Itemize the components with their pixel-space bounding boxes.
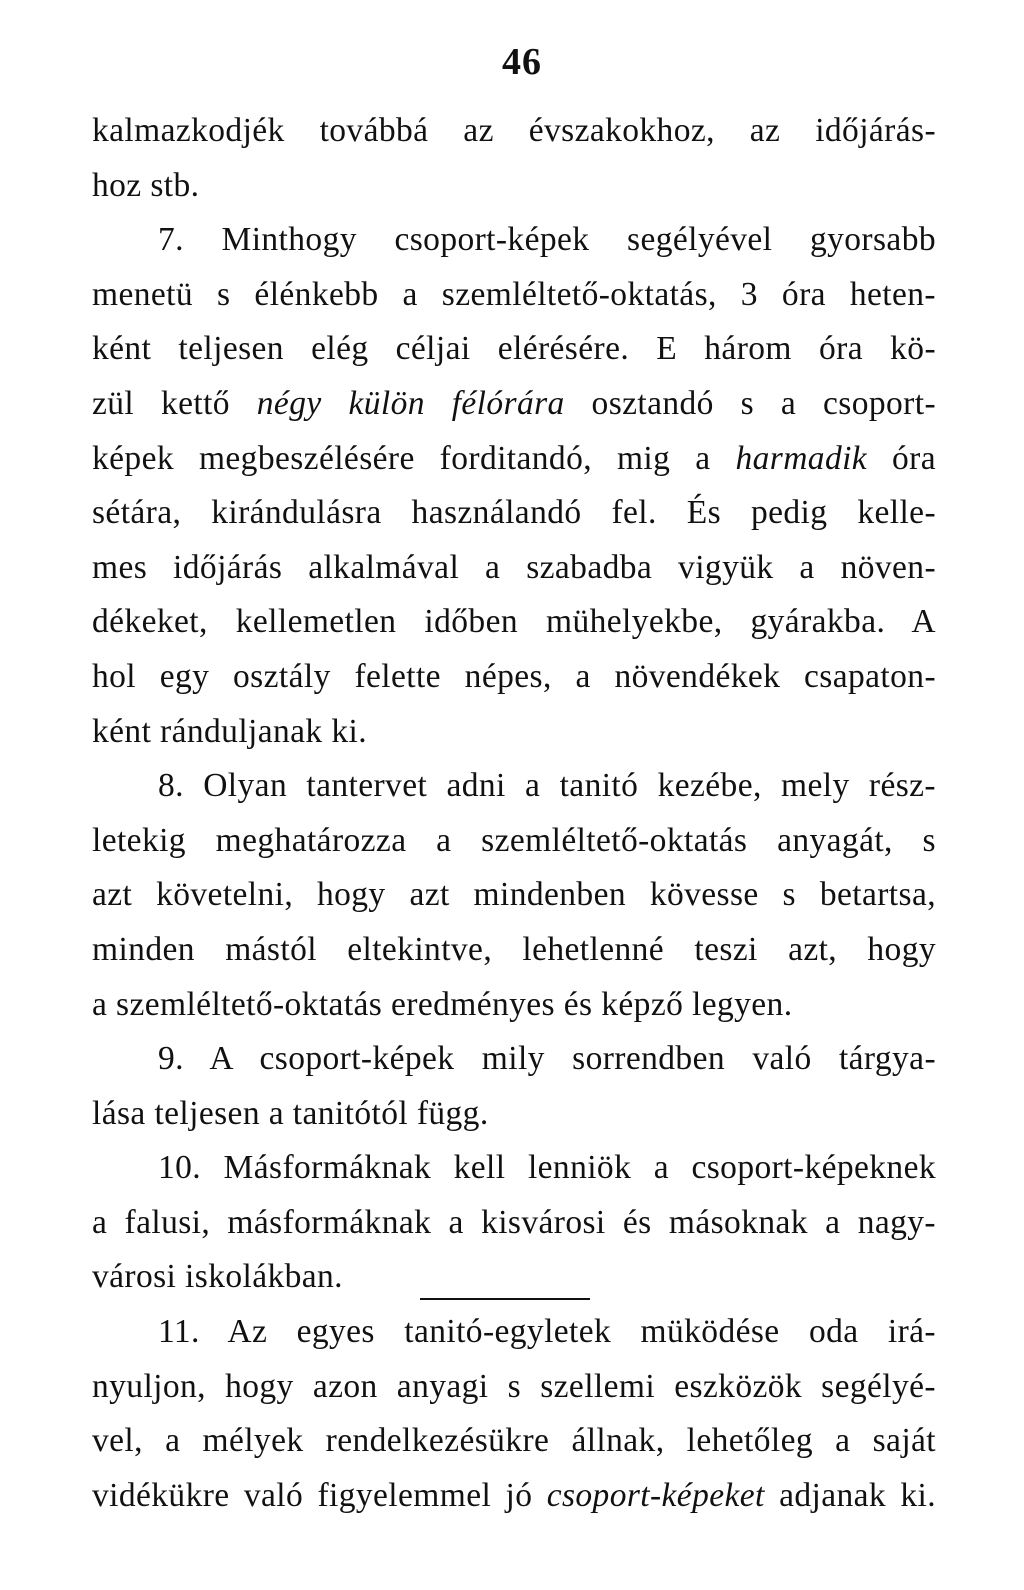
text-line: sétára, kirándulásra használandó fel. És pedig kelle- — [92, 494, 936, 532]
text-line: 11. Az egyes tanitó-egyletek müködése oda irá- — [158, 1313, 936, 1351]
text-run: adjanak ki. — [764, 1476, 936, 1514]
text-line: mes időjárás alkalmával a szabadba vigyük a növen- — [92, 548, 936, 586]
text-line: dékeket, kellemetlen időben mühelyekbe, gyárakba. A — [92, 603, 936, 641]
italic-phrase: csoport-képeket — [546, 1476, 765, 1514]
text-line: kalmazkodjék továbbá az évszakokhoz, az időjárás- — [92, 112, 936, 149]
text-line: letekig meghatározza a szemléltető-oktatás anyagát, s — [92, 821, 936, 859]
body-text — [92, 104, 936, 1523]
text-line: lása teljesen a tanitótól függ. — [92, 1094, 489, 1132]
text-line: vel, a mélyek rendelkezésükre állnak, lehetőleg a saját — [92, 1422, 936, 1460]
text-run: zül kettő — [92, 384, 257, 422]
text-line: hoz stb. — [92, 166, 200, 204]
text-line: menetü s élénkebb a szemléltető-oktatás, 3 óra heten- — [92, 275, 936, 313]
text-line: minden mástól eltekintve, lehetlenné teszi azt, hogy — [92, 930, 936, 968]
text-line: hol egy osztály felette népes, a növendékek csapaton- — [92, 657, 936, 695]
text-line: a falusi, másformáknak a kisvárosi és másoknak a nagy- — [92, 1203, 936, 1241]
text-line: azt követelni, hogy azt mindenben kövesse s betartsa, — [92, 876, 936, 914]
text-line: ként ránduljanak ki. — [92, 712, 367, 750]
text-line: nyuljon, hogy azon anyagi s szellemi eszközök segélyé- — [92, 1367, 936, 1405]
text-line: 7. Minthogy csoport-képek segélyével gyorsabb — [158, 221, 936, 259]
text-line: városi iskolákban. — [92, 1258, 343, 1296]
text-run: osztandó s a csoport- — [564, 384, 936, 422]
text-line: 8. Olyan tantervet adni a tanitó kezébe, mely rész- — [158, 767, 936, 805]
text-run: vidékükre való figyelemmel jó — [92, 1476, 547, 1514]
text-line — [92, 432, 936, 487]
section-divider — [420, 1298, 590, 1300]
text-line — [92, 1469, 936, 1524]
text-line: ként teljesen elég céljai elérésére. E három óra kö- — [92, 330, 936, 368]
text-line: a szemléltető-oktatás eredményes és képző legyen. — [92, 985, 793, 1023]
italic-phrase: harmadik — [735, 439, 868, 477]
text-line: 9. A csoport-képek mily sorrendben való tárgya- — [158, 1040, 936, 1078]
page-number: 46 — [502, 41, 542, 83]
text-line: 10. Másformáknak kell lenniök a csoport-képeknek — [158, 1149, 936, 1187]
text-run: képek megbeszélésére forditandó, mig a — [92, 439, 736, 477]
text-run: óra — [867, 439, 937, 477]
italic-phrase: négy külön félórára — [256, 384, 565, 422]
text-line — [92, 377, 936, 432]
